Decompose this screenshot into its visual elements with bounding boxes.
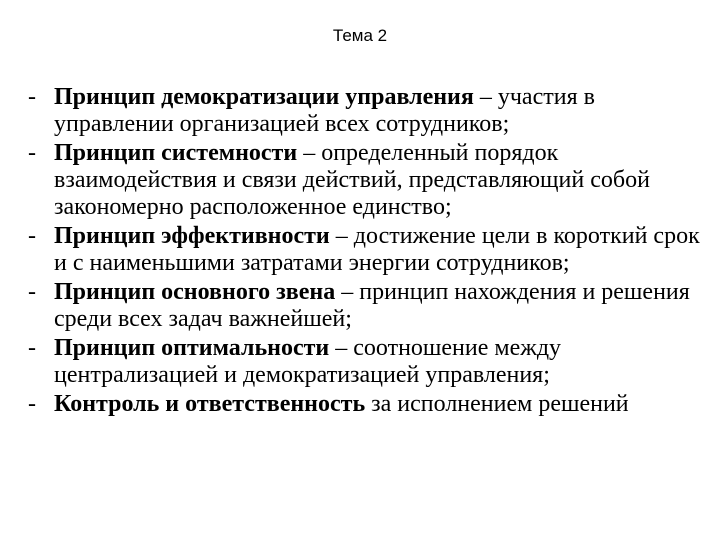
principle-definition: – участия в управлении организацией всех сотрудников;: [54, 84, 595, 137]
slide-title: Тема 2: [332, 26, 388, 45]
list-item-systemic: [28, 140, 700, 221]
principles-list: [28, 84, 700, 420]
principle-term: Контроль и ответственность: [54, 391, 366, 417]
list-dash: -: [28, 391, 36, 417]
list-item-democratization: [28, 84, 700, 138]
list-dash: -: [28, 84, 36, 110]
principle-definition: – соотношение между централизацией и демократизацией управления;: [54, 335, 562, 388]
list-item-main-link: [28, 279, 700, 333]
list-item-efficiency: [28, 223, 700, 277]
principle-definition: за исполнением решений: [365, 391, 629, 417]
list-dash: -: [28, 140, 36, 166]
principle-definition: – достижение цели в короткий срок и с наименьшими затратами энергии сотрудников;: [54, 223, 700, 276]
principle-definition: – принцип нахождения и решения среди всех задач важнейшей;: [54, 279, 690, 332]
principle-term: Принцип оптимальности: [54, 335, 330, 361]
list-dash: -: [28, 335, 36, 361]
principle-term: Принцип системности: [54, 140, 298, 166]
principle-term: Принцип основного звена: [54, 279, 336, 305]
principle-term: Принцип демократизации управления: [54, 84, 474, 110]
list-dash: -: [28, 223, 36, 249]
list-dash: -: [28, 279, 36, 305]
list-item-control: [28, 391, 700, 418]
principle-term: Принцип эффективности: [54, 223, 330, 249]
list-item-optimality: [28, 335, 700, 389]
principle-definition: – определенный порядок взаимодействия и связи действий, представляющий собой закономерно расположенное единство;: [54, 140, 650, 220]
